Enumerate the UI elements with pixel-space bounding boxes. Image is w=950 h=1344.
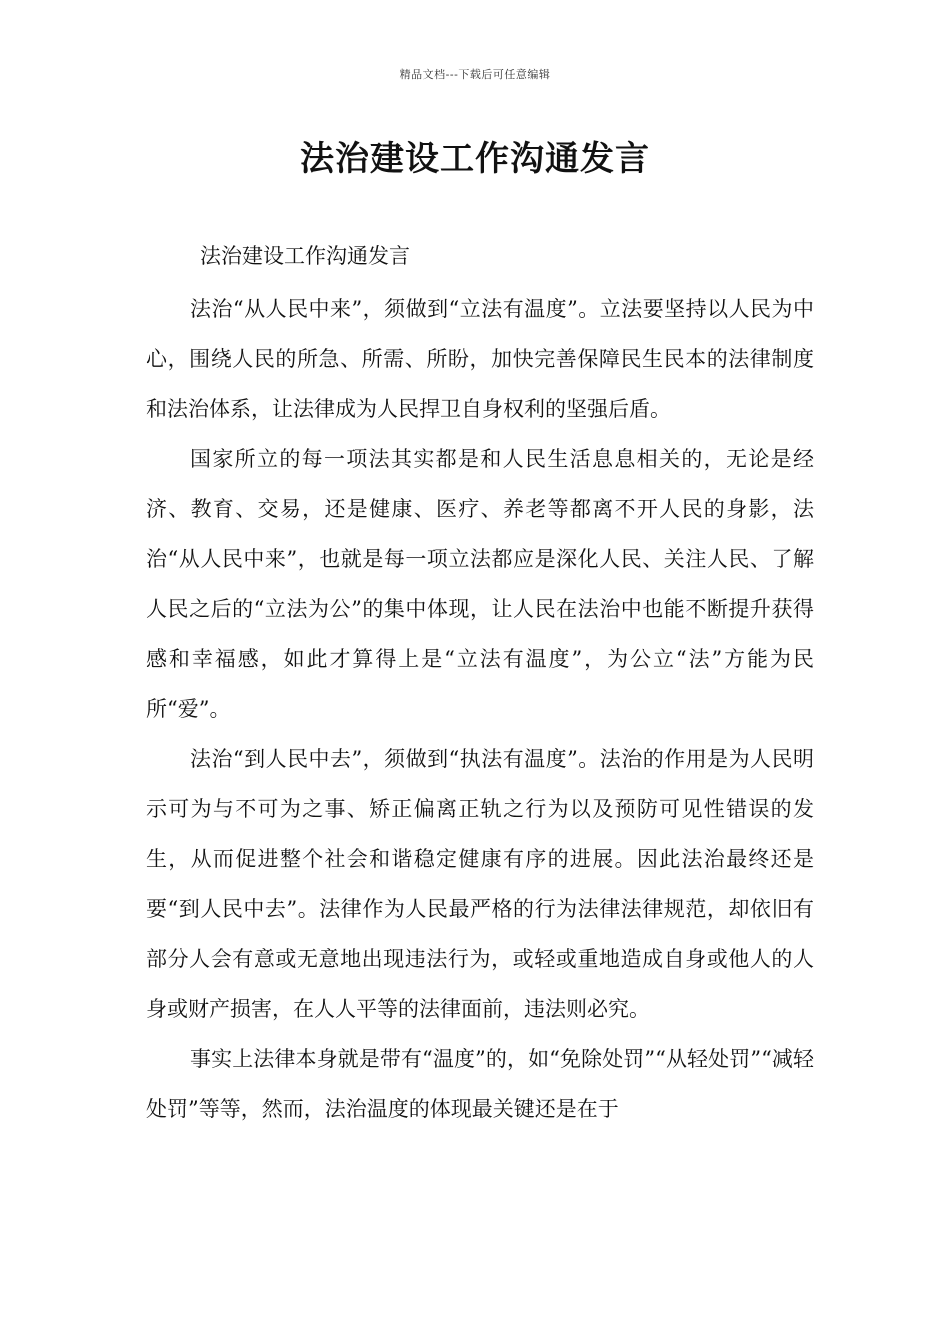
paragraph-1: 法治“从人民中来”，须做到“立法有温度”。立法要坚持以人民为中心，围绕人民的所急、所需、所盼，加快完善保障民生民本的法律制度和法治体系，让法律成为人民捍卫自身权利的坚强后盾。 bbox=[146, 297, 814, 421]
document-subtitle: 法治建设工作沟通发言 bbox=[200, 244, 410, 268]
paragraph-3: 法治“到人民中去”，须做到“执法有温度”。法治的作用是为人民明示可为与不可为之事、矫正偏离正轨之行为以及预防可见性错误的发生，从而促进整个社会和谐稳定健康有序的进展。因此法治最终还是要“到人民中去”。法律作为人民最严格的行为法律法律规范，却依旧有部分人会有意或无意地出现违法行为，或轻或重地造成自身或他人的人身或财产损害，在人人平等的法律面前，违法则必究。 bbox=[146, 747, 814, 1021]
header-note: 精品文档---下载后可任意编辑 bbox=[399, 68, 551, 81]
paragraph-4: 事实上法律本身就是带有“温度”的，如“免除处罚”“从轻处罚”“减轻处罚”等等，然而，法治温度的体现最关键还是在于 bbox=[146, 1047, 814, 1121]
paragraph-2: 国家所立的每一项法其实都是和人民生活息息相关的，无论是经济、教育、交易，还是健康、医疗、养老等都离不开人民的身影，法治“从人民中来”，也就是每一项立法都应是深化人民、关注人民、了解人民之后的“立法为公”的集中体现，让人民在法治中也能不断提升获得感和幸福感，如此才算得上是“立法有温度”，为公立“法”方能为民所“爱”。 bbox=[146, 447, 814, 721]
document-title: 法治建设工作沟通发言 bbox=[300, 139, 650, 179]
document-body bbox=[146, 284, 814, 1134]
